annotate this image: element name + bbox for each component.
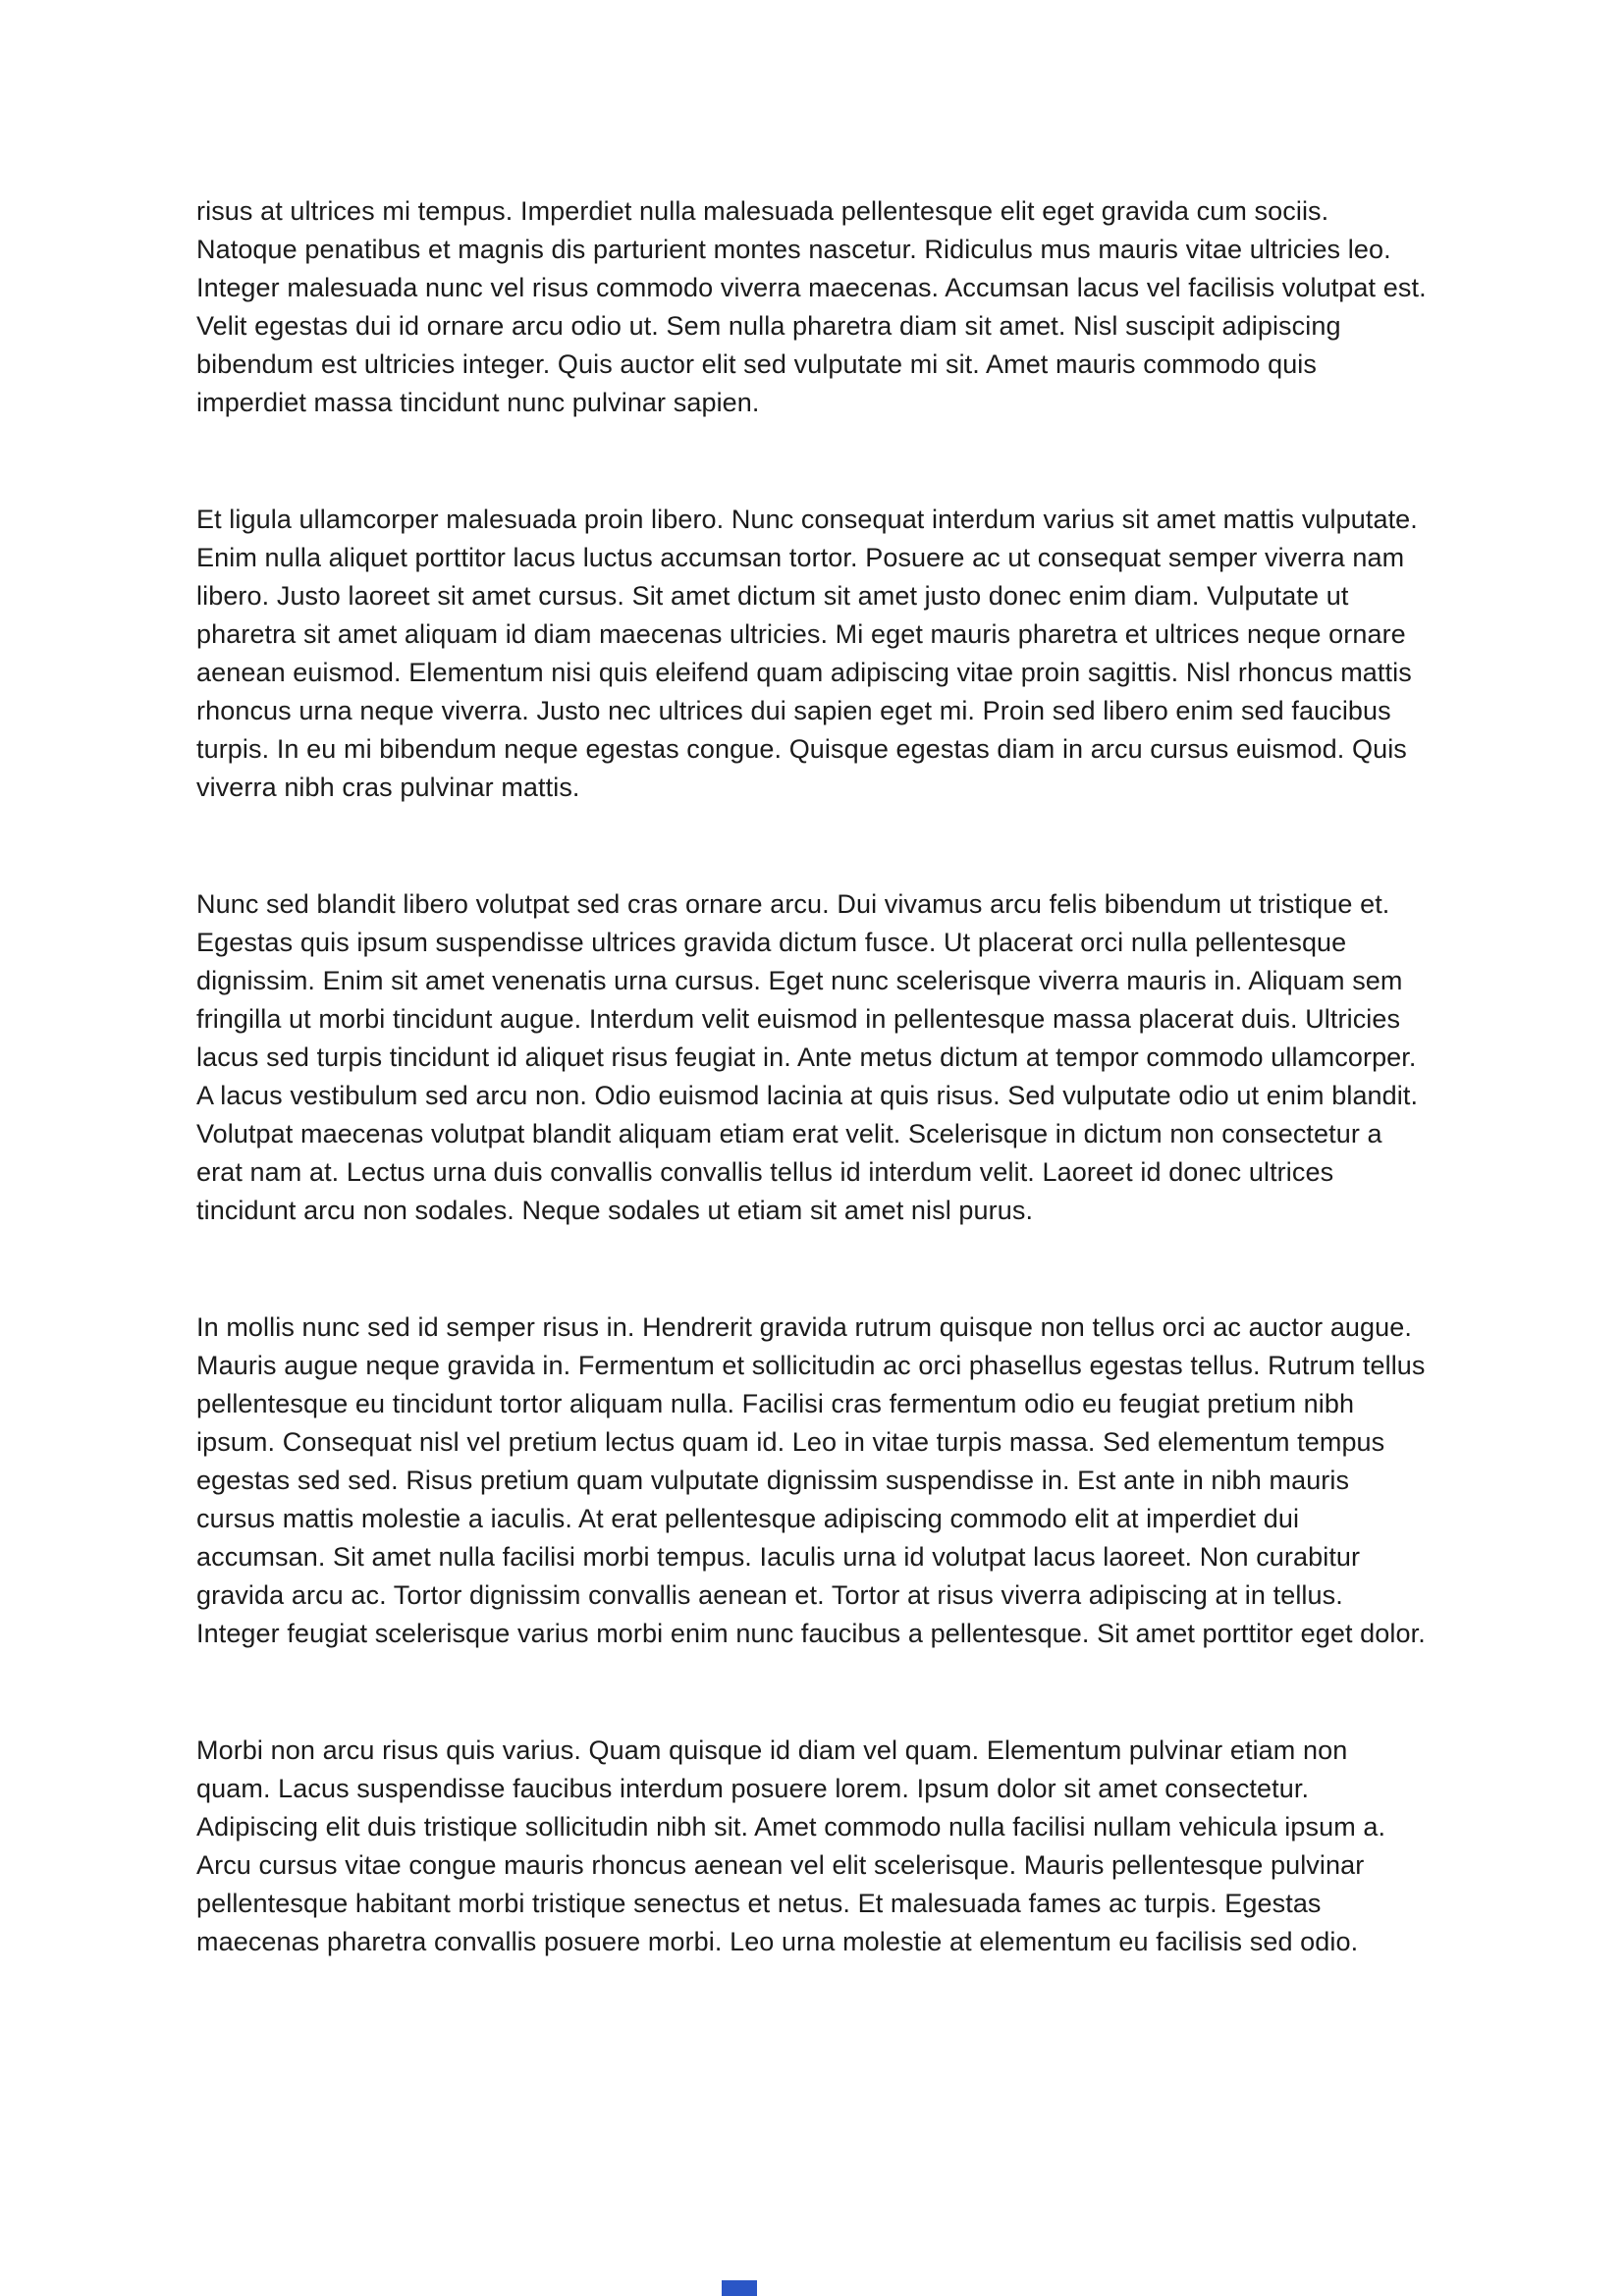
paragraph: Nunc sed blandit libero volutpat sed cras ornare arcu. Dui vivamus arcu felis bibendum ut tristique et. Egestas quis ipsum suspendisse ultrices gravida dictum fusce. Ut placerat orci nulla pellentesque dignissim. Enim sit amet venenatis urna cursus. Eget nunc scelerisque viverra mauris in. Aliquam sem fringilla ut morbi tincidunt augue. Interdum velit euismod in pellentesque massa placerat duis. Ultricies lacus sed turpis tincidunt id aliquet risus feugiat in. Ante metus dictum at tempor commodo ullamcorper. A lacus vestibulum sed arcu non. Odio euismod lacinia at quis risus. Sed vulputate odio ut enim blandit. Volutpat maecenas volutpat blandit aliquam etiam erat velit. Scelerisque in dictum non consectetur a erat nam at. Lectus urna duis convallis convallis tellus id interdum velit. Laoreet id donec ultrices tincidunt arcu non sodales. Neque sodales ut etiam sit amet nisl purus. bbox=[196, 889, 1419, 1225]
paragraph: risus at ultrices mi tempus. Imperdiet nulla malesuada pellentesque elit eget gravida cum sociis. Natoque penatibus et magnis dis parturient montes nascetur. Ridiculus mus mauris vitae ultricies leo. Integer malesuada nunc vel risus commodo viverra maecenas. Accumsan lacus vel facilisis volutpat est. Velit egestas dui id ornare arcu odio ut. Sem nulla pharetra diam sit amet. Nisl suscipit adipiscing bibendum est ultricies integer. Quis auctor elit sed vulputate mi sit. Amet mauris commodo quis imperdiet massa tincidunt nunc pulvinar sapien. bbox=[196, 196, 1427, 417]
paragraph: Et ligula ullamcorper malesuada proin libero. Nunc consequat interdum varius sit amet mattis vulputate. Enim nulla aliquet porttitor lacus luctus accumsan tortor. Posuere ac ut consequat semper viverra nam libero. Justo laoreet sit amet cursus. Sit amet dictum sit amet justo donec enim diam. Vulputate ut pharetra sit amet aliquam id diam maecenas ultricies. Mi eget mauris pharetra et ultrices neque ornare aenean euismod. Elementum nisi quis eleifend quam adipiscing vitae proin sagittis. Nisl rhoncus mattis rhoncus urna neque viverra. Justo nec ultrices dui sapien eget mi. Proin sed libero enim sed faucibus turpis. In eu mi bibendum neque egestas congue. Quisque egestas diam in arcu cursus euismod. Quis viverra nibh cras pulvinar mattis. bbox=[196, 505, 1418, 802]
paragraph: Morbi non arcu risus quis varius. Quam quisque id diam vel quam. Elementum pulvinar etiam non quam. Lacus suspendisse faucibus interdum posuere lorem. Ipsum dolor sit amet consectetur. Adipiscing elit duis tristique sollicitudin nibh sit. Amet commodo nulla facilisi nullam vehicula ipsum a. Arcu cursus vitae congue mauris rhoncus aenean vel elit scelerisque. Mauris pellentesque pulvinar pellentesque habitant morbi tristique senectus et netus. Et malesuada fames ac turpis. Egestas maecenas pharetra convallis posuere morbi. Leo urna molestie at elementum eu facilisis sed odio. bbox=[196, 1735, 1386, 1956]
document-text-area bbox=[196, 192, 1428, 2040]
taskbar-indicator[interactable] bbox=[722, 2280, 757, 2296]
paragraph: In mollis nunc sed id semper risus in. Hendrerit gravida rutrum quisque non tellus orci ac auctor augue. Mauris augue neque gravida in. Fermentum et sollicitudin ac orci phasellus egestas tellus. Rutrum tellus pellentesque eu tincidunt tortor aliquam nulla. Facilisi cras fermentum odio eu feugiat pretium nibh ipsum. Consequat nisl vel pretium lectus quam id. Leo in vitae turpis massa. Sed elementum tempus egestas sed sed. Risus pretium quam vulputate dignissim suspendisse in. Est ante in nibh mauris cursus mattis molestie a iaculis. At erat pellentesque adipiscing commodo elit at imperdiet dui accumsan. Sit amet nulla facilisi morbi tempus. Iaculis urna id volutpat lacus laoreet. Non curabitur gravida arcu ac. Tortor dignissim convallis aenean et. Tortor at risus viverra adipiscing at in tellus. Integer feugiat scelerisque varius morbi enim nunc faucibus a pellentesque. Sit amet porttitor eget dolor. bbox=[196, 1312, 1426, 1648]
